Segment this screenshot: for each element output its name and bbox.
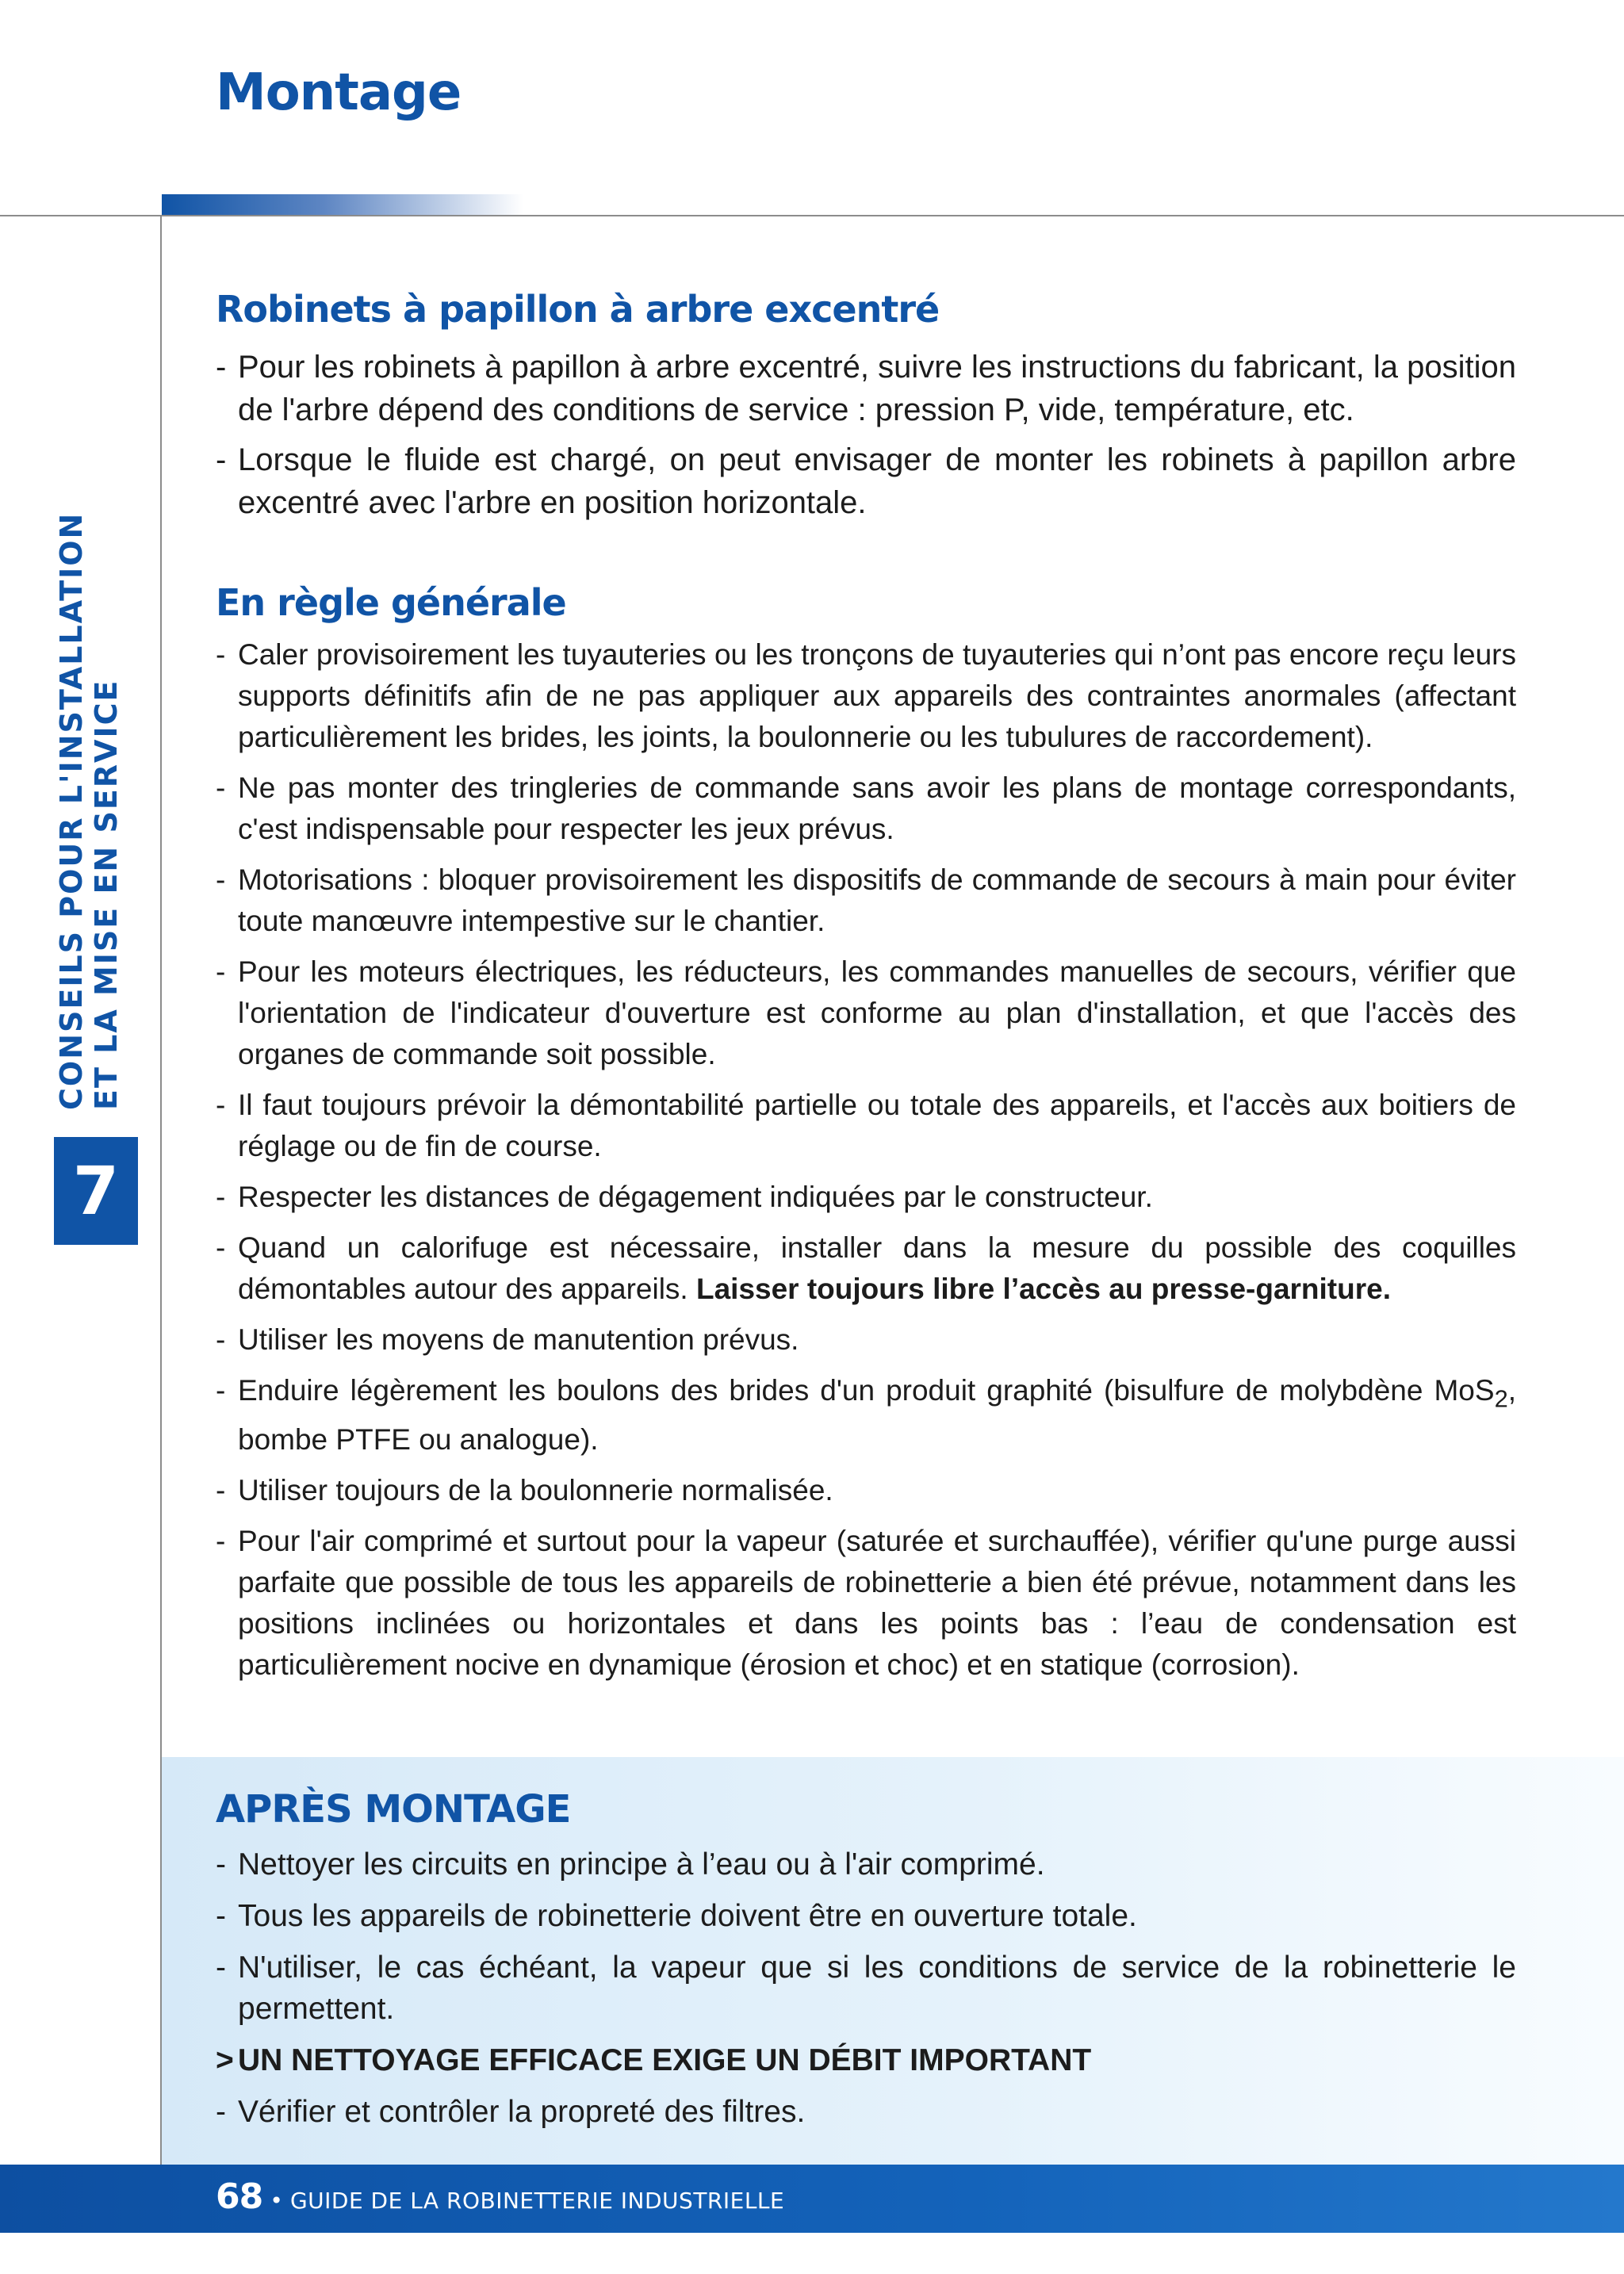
list-item: - N'utiliser, le cas échéant, la vapeur que si les conditions de service de la robinetterie le permettent. — [216, 1947, 1516, 2030]
footer-separator: • — [270, 2188, 283, 2214]
section-heading: APRÈS MONTAGE — [216, 1787, 571, 1832]
list-item: - Nettoyer les circuits en principe à l’eau ou à l'air comprimé. — [216, 1844, 1516, 1885]
list-item: - Tous les appareils de robinetterie doivent être en ouverture totale. — [216, 1896, 1516, 1937]
list-item: - Respecter les distances de dégagement indiquées par le constructeur. — [216, 1177, 1516, 1218]
footer-label: GUIDE DE LA ROBINETTERIE INDUSTRIELLE — [289, 2188, 785, 2214]
side-label-line1: CONSEILS POUR L'INSTALLATION — [54, 511, 89, 1110]
grease-text-end: , bombe PTFE ou analogue). — [238, 1374, 1516, 1457]
list-item: - Caler provisoirement les tuyauteries ou les tronçons de tuyauteries qui n’ont pas encore reçu leurs supports définitifs afin de ne pas appliquer aux appareils des contraintes anormales (affectant particulièrement les brides, les joints, la boulonnerie ou les tubulures de raccordement). — [216, 634, 1516, 758]
list-item — [216, 1227, 1516, 1310]
list-item: - Ne pas monter des tringleries de commande sans avoir les plans de montage correspondants, c'est indispensable pour respecter les jeux prévus. — [216, 768, 1516, 850]
bullet-list — [216, 634, 1516, 1686]
after-assembly-panel — [162, 1757, 1624, 2165]
section-heading: Robinets à papillon à arbre excentré — [216, 288, 940, 331]
list-item: - Utiliser les moyens de manutention prévus. — [216, 1319, 1516, 1361]
list-item: - Motorisations : bloquer provisoirement les dispositifs de commande de secours à main pour éviter toute manœuvre intempestive sur le chantier. — [216, 859, 1516, 942]
grease-text: Enduire légèrement les boulons des brides d'un produit graphité (bisulfure de molybdène MoS — [238, 1374, 1495, 1407]
list-item: - Lorsque le fluide est chargé, on peut envisager de monter les robinets à papillon arbre excentré avec l'arbre en position horizontale. — [216, 438, 1516, 524]
header-rule — [0, 215, 1624, 216]
list-item: - Utiliser toujours de la boulonnerie normalisée. — [216, 1470, 1516, 1511]
subscript: 2 — [1494, 1384, 1508, 1413]
section-general-rules — [216, 579, 1516, 1695]
list-item: - Pour l'air comprimé et surtout pour la vapeur (saturée et surchauffée), vérifier qu'une purge aussi parfaite que possible de tous les appareils de robinetterie a bien été prévue, notamment dans les positions inclinées ou horizontales et dans les points bas : l’eau de condensation est particulièrement nocive en dynamique (érosion et choc) et en statique (corrosion). — [216, 1521, 1516, 1686]
footer-text — [216, 2176, 784, 2226]
list-item: - Vérifier et contrôler la propreté des filtres. — [216, 2092, 1516, 2133]
list-item: - Pour les robinets à papillon à arbre excentré, suivre les instructions du fabricant, la position de l'arbre dépend des conditions de service : pression P, vide, température, etc. — [216, 346, 1516, 431]
list-item — [216, 1370, 1516, 1460]
section-excentric-valves — [216, 285, 1516, 531]
header-gradient-bar — [162, 194, 523, 215]
page-title: Montage — [216, 63, 462, 122]
list-item: - Il faut toujours prévoir la démontabilité partielle ou totale des appareils, et l'accès aux boitiers de réglage ou de fin de course. — [216, 1085, 1516, 1167]
bullet-list — [216, 346, 1516, 524]
page-number: 68 — [216, 2176, 263, 2217]
highlight-item: > UN NETTOYAGE EFFICACE EXIGE UN DÉBIT IMPORTANT — [216, 2040, 1516, 2081]
bullet-list — [216, 1844, 1516, 2133]
insulation-emphasis: Laisser toujours libre l’accès au presse-garniture. — [695, 1273, 1391, 1305]
insulation-text: Quand un calorifuge est nécessaire, installer dans la mesure du possible des coquilles démontables autour des appareils. — [238, 1231, 1516, 1305]
section-heading: En règle générale — [216, 581, 566, 624]
side-label-line2: ET LA MISE EN SERVICE — [89, 679, 124, 1110]
list-item: - Pour les moteurs électriques, les réducteurs, les commandes manuelles de secours, vérifier que l'orientation de l'indicateur d'ouverture est conforme au plan d'installation, et que l'accès des organes de commande soit possible. — [216, 951, 1516, 1075]
footer-bar — [0, 2165, 1624, 2233]
chapter-number-badge: 7 — [54, 1137, 138, 1245]
